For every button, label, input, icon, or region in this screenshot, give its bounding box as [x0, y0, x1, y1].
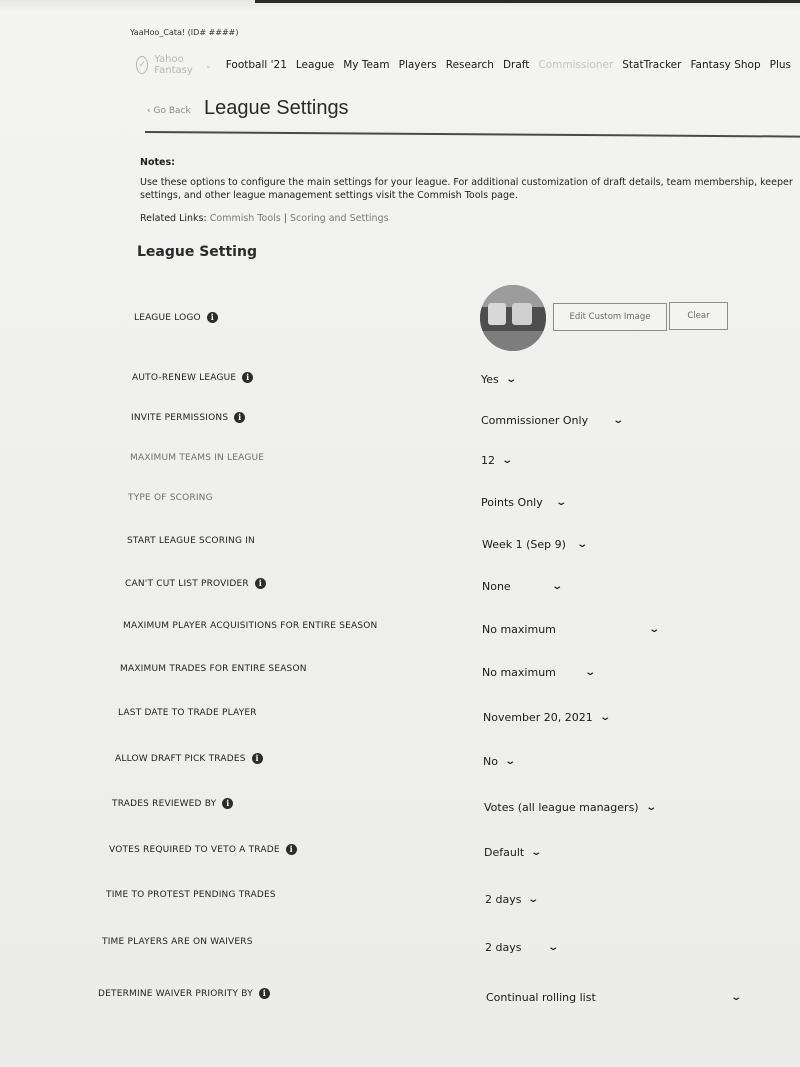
setting-label-last-trade-date	[118, 708, 257, 718]
setting-label-text: ALLOW DRAFT PICK TRADES	[115, 753, 246, 764]
chevron-down-icon: ⌄	[527, 894, 540, 905]
setting-label-auto-renew	[132, 372, 253, 383]
nav-item-plus[interactable]: Plus	[769, 59, 791, 71]
select-max-teams[interactable]	[481, 454, 514, 467]
chevron-down-icon: ⌄	[612, 415, 625, 426]
setting-label-trades-reviewed-by	[112, 798, 233, 809]
setting-label-type-of-scoring	[128, 493, 213, 503]
chevron-down-icon: ⌄	[644, 802, 657, 813]
info-icon[interactable]: i	[255, 578, 266, 589]
select-value: No maximum	[482, 623, 556, 636]
chevron-down-icon: ⌄	[599, 712, 611, 723]
notes-heading: Notes:	[140, 157, 175, 168]
select-auto-renew[interactable]	[481, 373, 515, 386]
setting-label-max-acquisitions	[123, 621, 377, 631]
nav-item-fantasy-shop[interactable]: Fantasy Shop	[690, 59, 761, 71]
commish-tools-link[interactable]: Commish Tools	[209, 213, 281, 224]
setting-label-text: AUTO-RENEW LEAGUE	[132, 372, 237, 383]
paper-shadow	[0, 0, 800, 12]
select-value: 2 days	[485, 941, 522, 954]
notes-line-2: settings, and other league management settings visit the Commish Tools page.	[140, 190, 518, 201]
chevron-down-icon: ⌄	[505, 374, 517, 385]
select-value: Yes	[481, 373, 499, 386]
chevron-down-icon: ⌄	[555, 497, 567, 508]
setting-label-waiver-priority	[98, 988, 270, 999]
back-link[interactable]	[147, 106, 191, 116]
select-max-trades[interactable]	[482, 666, 594, 679]
info-icon[interactable]: i	[207, 312, 218, 323]
setting-label-text: INVITE PERMISSIONS	[131, 412, 229, 423]
nav-item-league[interactable]: League	[295, 59, 335, 71]
setting-label-text: TRADES REVIEWED BY	[112, 798, 217, 809]
setting-label-text: TIME PLAYERS ARE ON WAIVERS	[102, 937, 253, 947]
info-icon[interactable]: i	[234, 412, 245, 423]
setting-label-text: TIME TO PROTEST PENDING TRADES	[106, 890, 276, 900]
info-icon[interactable]: i	[286, 844, 297, 855]
setting-label-text: DETERMINE WAIVER PRIORITY BY	[98, 988, 253, 999]
select-waiver-time[interactable]	[485, 941, 558, 954]
info-icon[interactable]: i	[222, 798, 233, 809]
select-cant-cut-list[interactable]	[482, 580, 561, 593]
yahoo-logo-icon: ✓	[136, 56, 148, 74]
brand-label: Yahoo Fantasy	[154, 54, 193, 76]
select-start-scoring[interactable]	[482, 538, 589, 551]
edit-custom-image-button[interactable]: Edit Custom Image	[553, 303, 667, 331]
back-label: Go Back	[153, 106, 191, 116]
select-waiver-priority[interactable]	[486, 991, 740, 1004]
setting-label-text: CAN'T CUT LIST PROVIDER	[125, 578, 249, 589]
setting-label-protest-time	[106, 890, 276, 900]
username: YaaHoo_Cata! (ID# ####)	[130, 28, 239, 37]
section-title: League Setting	[137, 244, 257, 260]
link-separator: |	[283, 213, 287, 224]
select-value: 12	[481, 454, 495, 467]
league-logo-label	[134, 312, 218, 323]
select-value: 2 days	[485, 893, 522, 906]
scoring-settings-link[interactable]: Scoring and Settings	[290, 213, 389, 224]
setting-label-start-scoring	[127, 536, 255, 546]
select-votes-to-veto[interactable]	[484, 846, 541, 859]
chevron-down-icon: ⌄	[648, 624, 660, 635]
setting-label-text: TYPE OF SCORING	[128, 493, 213, 503]
select-value: November 20, 2021	[483, 711, 593, 724]
select-max-acquisitions[interactable]	[482, 623, 658, 636]
nav-item-commissioner[interactable]: Commissioner	[538, 59, 614, 71]
nav-brand[interactable]	[136, 54, 212, 76]
select-trades-reviewed-by[interactable]	[484, 801, 655, 814]
nav-item-my-team[interactable]: My Team	[343, 59, 390, 71]
chevron-down-icon: ⌄	[730, 992, 742, 1003]
setting-label-text: LAST DATE TO TRADE PLAYER	[118, 708, 257, 718]
setting-label-text: MAXIMUM PLAYER ACQUISITIONS FOR ENTIRE SEASON	[123, 621, 378, 631]
select-last-trade-date[interactable]	[483, 711, 609, 724]
chevron-down-icon: ⌄	[584, 667, 596, 678]
chevron-down-icon: ⌄	[530, 847, 543, 858]
info-icon[interactable]: i	[242, 372, 253, 383]
league-logo-label-text: LEAGUE LOGO	[134, 312, 201, 323]
setting-label-votes-to-veto	[109, 844, 297, 855]
setting-label-text: MAXIMUM TEAMS IN LEAGUE	[130, 453, 265, 463]
setting-label-max-teams	[130, 453, 264, 463]
setting-label-draft-pick-trades	[115, 753, 263, 764]
notes-body	[140, 176, 800, 202]
nav-item-football[interactable]: Football '21	[225, 59, 287, 71]
nav-item-players[interactable]: Players	[398, 59, 437, 71]
chevron-down-icon: ⌄	[576, 539, 589, 550]
setting-label-text: VOTES REQUIRED TO VETO A TRADE	[109, 844, 280, 855]
setting-label-cant-cut-list	[125, 578, 266, 589]
setting-label-text: MAXIMUM TRADES FOR ENTIRE SEASON	[120, 664, 307, 674]
related-links-prefix: Related Links:	[140, 213, 207, 224]
league-logo-image	[480, 285, 546, 351]
setting-label-text: START LEAGUE SCORING IN	[127, 536, 255, 546]
select-value: Votes (all league managers)	[484, 801, 639, 814]
chevron-down-icon: ⌄	[551, 581, 563, 592]
nav-item-draft[interactable]: Draft	[502, 59, 530, 71]
select-value: Continual rolling list	[486, 991, 596, 1004]
select-value: No	[483, 755, 498, 768]
select-value: Commissioner Only	[481, 414, 589, 427]
info-icon[interactable]: i	[259, 988, 270, 999]
setting-label-waiver-time	[102, 937, 253, 947]
chevron-down-icon: ⌄	[501, 455, 514, 466]
chevron-left-icon: ‹	[147, 106, 151, 116]
select-value: None	[482, 580, 511, 593]
select-value: Default	[484, 846, 525, 859]
chevron-down-icon: ⌄	[504, 756, 517, 767]
chevron-down-icon: ⌄	[205, 60, 212, 70]
top-nav	[136, 54, 800, 76]
clear-logo-button[interactable]: Clear	[669, 302, 728, 330]
related-links	[140, 213, 389, 224]
select-invite-permissions[interactable]	[481, 414, 623, 427]
nav-item-stattracker[interactable]: StatTracker	[622, 59, 682, 71]
notes-line-1: Use these options to configure the main settings for your league. For additional customization of draft details, team membership, keeper	[140, 177, 793, 188]
select-draft-pick-trades[interactable]	[483, 755, 517, 768]
chevron-down-icon: ⌄	[547, 942, 560, 953]
nav-item-research[interactable]: Research	[445, 59, 494, 71]
setting-label-max-trades	[120, 664, 307, 674]
select-type-of-scoring[interactable]	[481, 496, 565, 509]
page-title: League Settings	[204, 97, 349, 119]
setting-label-invite-permissions	[131, 412, 245, 423]
select-value: Week 1 (Sep 9)	[482, 538, 566, 551]
select-protest-time[interactable]	[485, 893, 538, 906]
info-icon[interactable]: i	[252, 753, 263, 764]
select-value: No maximum	[482, 666, 556, 679]
select-value: Points Only	[481, 496, 543, 509]
